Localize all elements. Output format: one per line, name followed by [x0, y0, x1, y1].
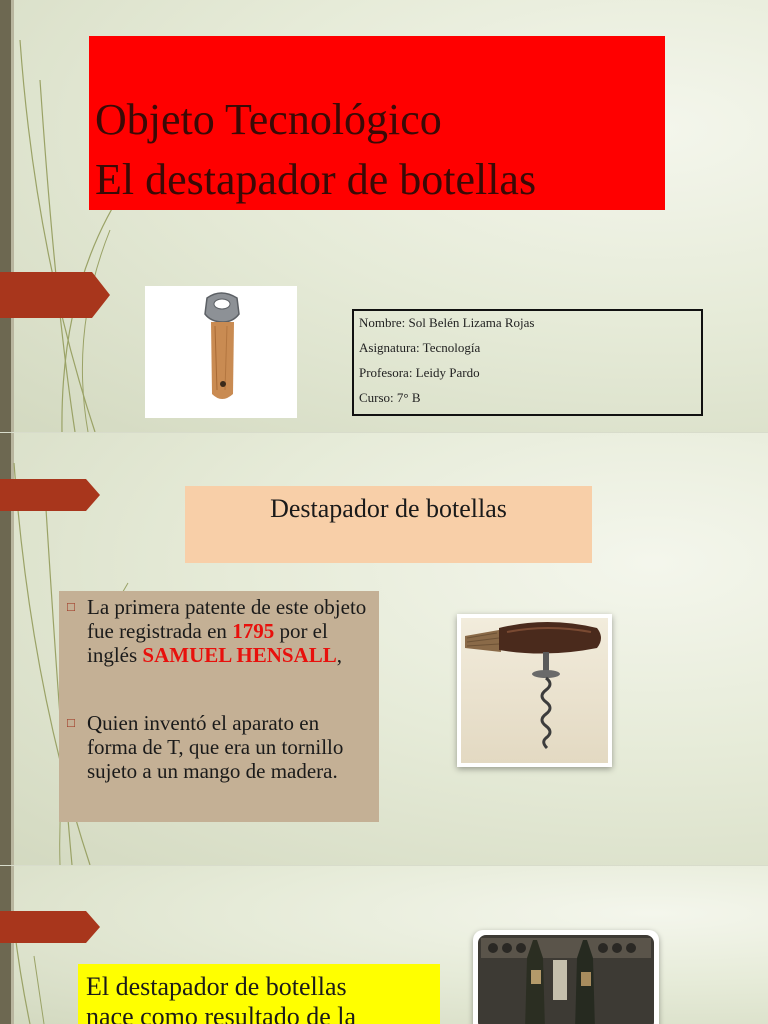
patent-text-3: , [336, 643, 342, 667]
bullet-icon: □ [67, 599, 75, 614]
paragraph-invention: Quien inventó el aparato en forma de T, que era un tornillo sujeto a un mango de madera. [87, 711, 344, 783]
history-text-box [59, 591, 379, 822]
intro-line-1: El destapador de botellas [86, 972, 347, 1001]
info-profesora: Profesora: Leidy Pardo [359, 365, 480, 380]
intro-text [86, 972, 356, 1024]
pennant-marker [0, 911, 102, 943]
patent-text-2: por el inglés [87, 619, 328, 667]
wine-bottles-icon [473, 930, 659, 1024]
heading-box [185, 486, 592, 563]
intro-text-box [78, 964, 440, 1024]
slide-1 [0, 0, 768, 432]
wine-bottles-photo [473, 930, 659, 1024]
slide-2 [0, 433, 768, 865]
info-nombre: Nombre: Sol Belén Lizama Rojas [359, 315, 535, 330]
pennant-marker [0, 479, 102, 511]
slide-heading: Destapador de botellas [270, 494, 507, 523]
patent-text-1: La primera patente de este objeto fue registrada en [87, 595, 367, 643]
slide-3 [0, 866, 768, 1024]
bottle-opener-icon [145, 286, 297, 418]
pennant-marker [0, 272, 112, 318]
t-corkscrew-photo [457, 614, 612, 767]
student-info-box [352, 309, 703, 416]
corkscrew-icon [457, 614, 612, 767]
info-curso: Curso: 7° B [359, 390, 421, 405]
bullet-icon: □ [67, 715, 75, 730]
inventor-name: SAMUEL HENSALL [142, 643, 337, 667]
intro-line-2: nace como resultado de la [86, 1002, 356, 1024]
title-box [89, 36, 665, 210]
patent-year: 1795 [232, 619, 275, 643]
paragraph-patent [87, 595, 372, 667]
title-line-1: Objeto Tecnológico [95, 95, 442, 144]
info-asignatura: Asignatura: Tecnología [359, 340, 481, 355]
title-line-2: El destapador de botellas [95, 155, 537, 204]
bottle-opener-photo [145, 286, 297, 418]
